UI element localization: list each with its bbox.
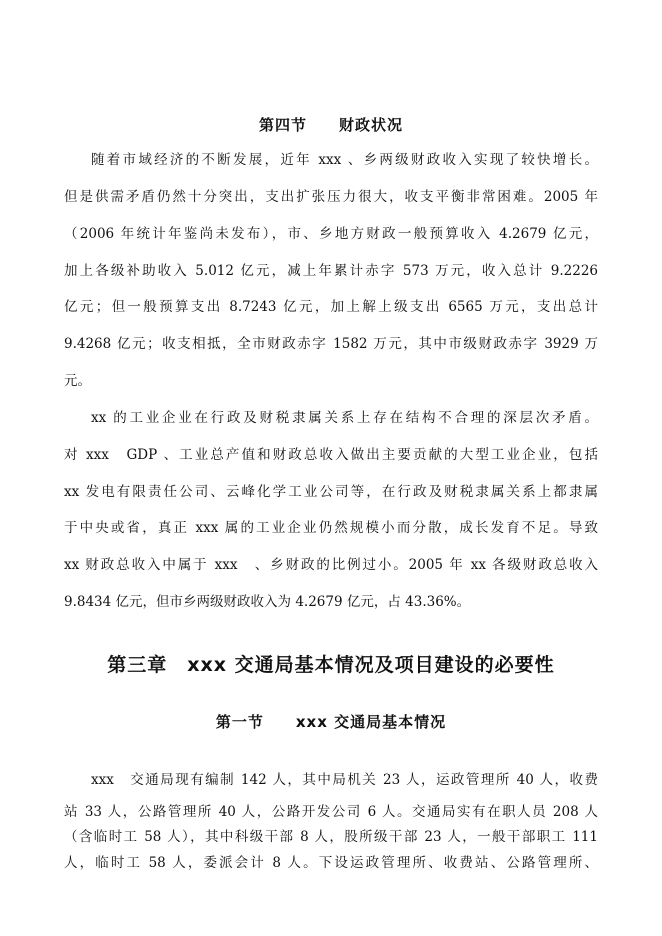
text-line: 9.4268 亿元；收支相抵，全市财政赤字 1582 万元，其中市级财政赤字 3929 万 <box>64 336 598 352</box>
text-line: xxx 交通局现有编制 142 人，其中局机关 23 人，运政管理所 40 人，收费 <box>91 772 598 788</box>
section-heading-finance: 第四节 财政状况 <box>258 116 403 134</box>
text-line: （含临时工 58 人），其中科级干部 8 人，股所级干部 23 人，一般干部职工 111 <box>64 829 598 845</box>
text-line: 于中央或省，真正 xxx 属的工业企业仍然规模小而分散，成长发育不足。导致 <box>64 520 598 536</box>
text-line: 但是供需矛盾仍然十分突出，支出扩张压力很大，收支平衡非常困难。2005 年 <box>64 189 598 205</box>
text-line: 加上各级补助收入 5.012 亿元，减上年累计赤字 573 万元，收入总计 9.2226 <box>64 263 598 279</box>
text-line: 站 33 人，公路管理所 40 人，公路开发公司 6 人。交通局实有在职人员 208 人 <box>64 804 598 820</box>
text-line: 随着市域经济的不断发展，近年 xxx 、乡两级财政收入实现了较快增长。 <box>91 152 598 168</box>
text-line: 元。 <box>64 373 91 389</box>
section-heading-bureau: 第一节 xxx 交通局基本情况 <box>215 713 447 731</box>
text-line: xx 财政总收入中属于 xxx 、乡财政的比例过小。2005 年 xx 各级财政总收入 <box>64 557 598 573</box>
text-line: 亿元；但一般预算支出 8.7243 亿元，加上解上级支出 6565 万元，支出总计 <box>64 299 598 315</box>
text-line: 对 xxx GDP 、工业总产值和财政总收入做出主要贡献的大型工业企业，包括 <box>64 447 598 463</box>
chapter-heading: 第三章 xxx 交通局基本情况及项目建设的必要性 <box>107 654 555 676</box>
text-line: xx 发电有限责任公司、云峰化学工业公司等，在行政及财税隶属关系上都隶属 <box>64 484 598 500</box>
text-line: xx 的工业企业在行政及财税隶属关系上存在结构不合理的深层次矛盾。 <box>91 410 598 426</box>
text-line: 人，临时工 58 人，委派会计 8 人。下设运政管理所、收费站、公路管理所、 <box>64 855 598 871</box>
text-line: 9.8434 亿元，但市乡两级财政收入为 4.2679 亿元，占 43.36%。 <box>64 594 471 610</box>
text-line: （2006 年统计年鉴尚未发布），市、乡地方财政一般预算收入 4.2679 亿元， <box>64 226 598 242</box>
